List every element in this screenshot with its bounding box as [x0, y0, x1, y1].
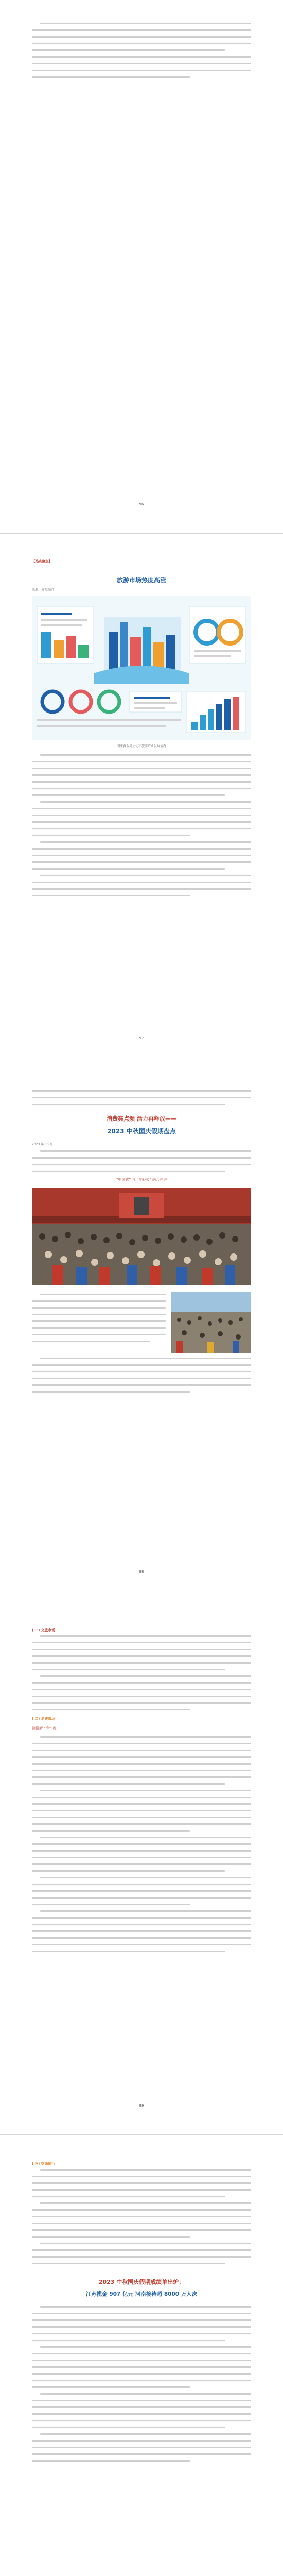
article-source: 来源：央视新闻 [32, 588, 54, 592]
body-text-block [32, 1150, 251, 1172]
page-number: 96 [139, 502, 144, 506]
body-text-block [32, 2169, 251, 2197]
document-page-4 [0, 1601, 283, 2135]
body-text-block [32, 1790, 251, 1832]
body-text-block [32, 2346, 251, 2388]
body-text-block [32, 2433, 251, 2462]
body-text-block [32, 1837, 251, 1872]
section-heading-culture-tourism: ( 一) 文旅市场 [32, 1628, 55, 1632]
scenic-crowd-photo [171, 1292, 251, 1353]
section-tag: 【热点聚焦】 [32, 559, 52, 563]
body-text-block [32, 1358, 251, 1393]
body-text-block [32, 1736, 251, 1785]
body-text-block [32, 1910, 251, 1952]
document-page-2 [0, 534, 283, 1067]
headline-red: 2023 中秋国庆假期成绩单出炉： [98, 2279, 185, 2285]
section-heading-transport: ( 三) 交通出行 [32, 2162, 55, 2166]
document-page-1 [0, 0, 283, 534]
body-text-block [32, 801, 251, 836]
date-line: 2023 年 10 月 [32, 1143, 53, 1146]
crowd-photo-graphic [32, 1188, 251, 1285]
body-text-block [32, 1090, 251, 1105]
subheading-red: 消费新 “亮” 点 [32, 1726, 56, 1731]
body-text-block [32, 841, 251, 870]
body-text-block [32, 23, 251, 78]
body-text-block [32, 2393, 251, 2428]
body-text-block [32, 2243, 251, 2264]
document-page-3 [0, 1067, 283, 1601]
page-number: 99 [139, 2104, 144, 2108]
body-text-block [32, 1294, 166, 1342]
body-text-block [32, 2306, 251, 2341]
page-number: 97 [139, 1036, 144, 1040]
body-text-block [32, 875, 251, 896]
headline-red: 消费亮点频 活力再释放—— [107, 1115, 176, 1122]
body-text-block [32, 754, 251, 796]
body-text-block [32, 1675, 251, 1710]
headline-blue: 2023 中秋国庆假期盘点 [107, 1128, 176, 1135]
page-number: 98 [139, 1570, 144, 1574]
subheading-red: “中国式” 与 “年轻式” 融合并进 [116, 1178, 167, 1182]
body-text-block [32, 1877, 251, 1905]
scenic-crowd-graphic [171, 1292, 251, 1353]
crowd-photo [32, 1188, 251, 1285]
body-text-block [32, 1635, 251, 1670]
headline-blue: 江苏揽金 907 亿元 河南接待超 8000 万人次 [85, 2291, 198, 2297]
document-page-5 [0, 2135, 283, 2576]
section-heading-consumer-market: ( 二) 消费市场 [32, 1717, 55, 1721]
body-text-block [32, 2202, 251, 2238]
infographic-caption: 国庆黄金周文化和旅游产业发展情况 [116, 744, 166, 748]
article-title: 旅游市场热度高涨 [116, 577, 166, 584]
infographic-graphic [32, 596, 251, 740]
infographic-image [32, 596, 251, 740]
